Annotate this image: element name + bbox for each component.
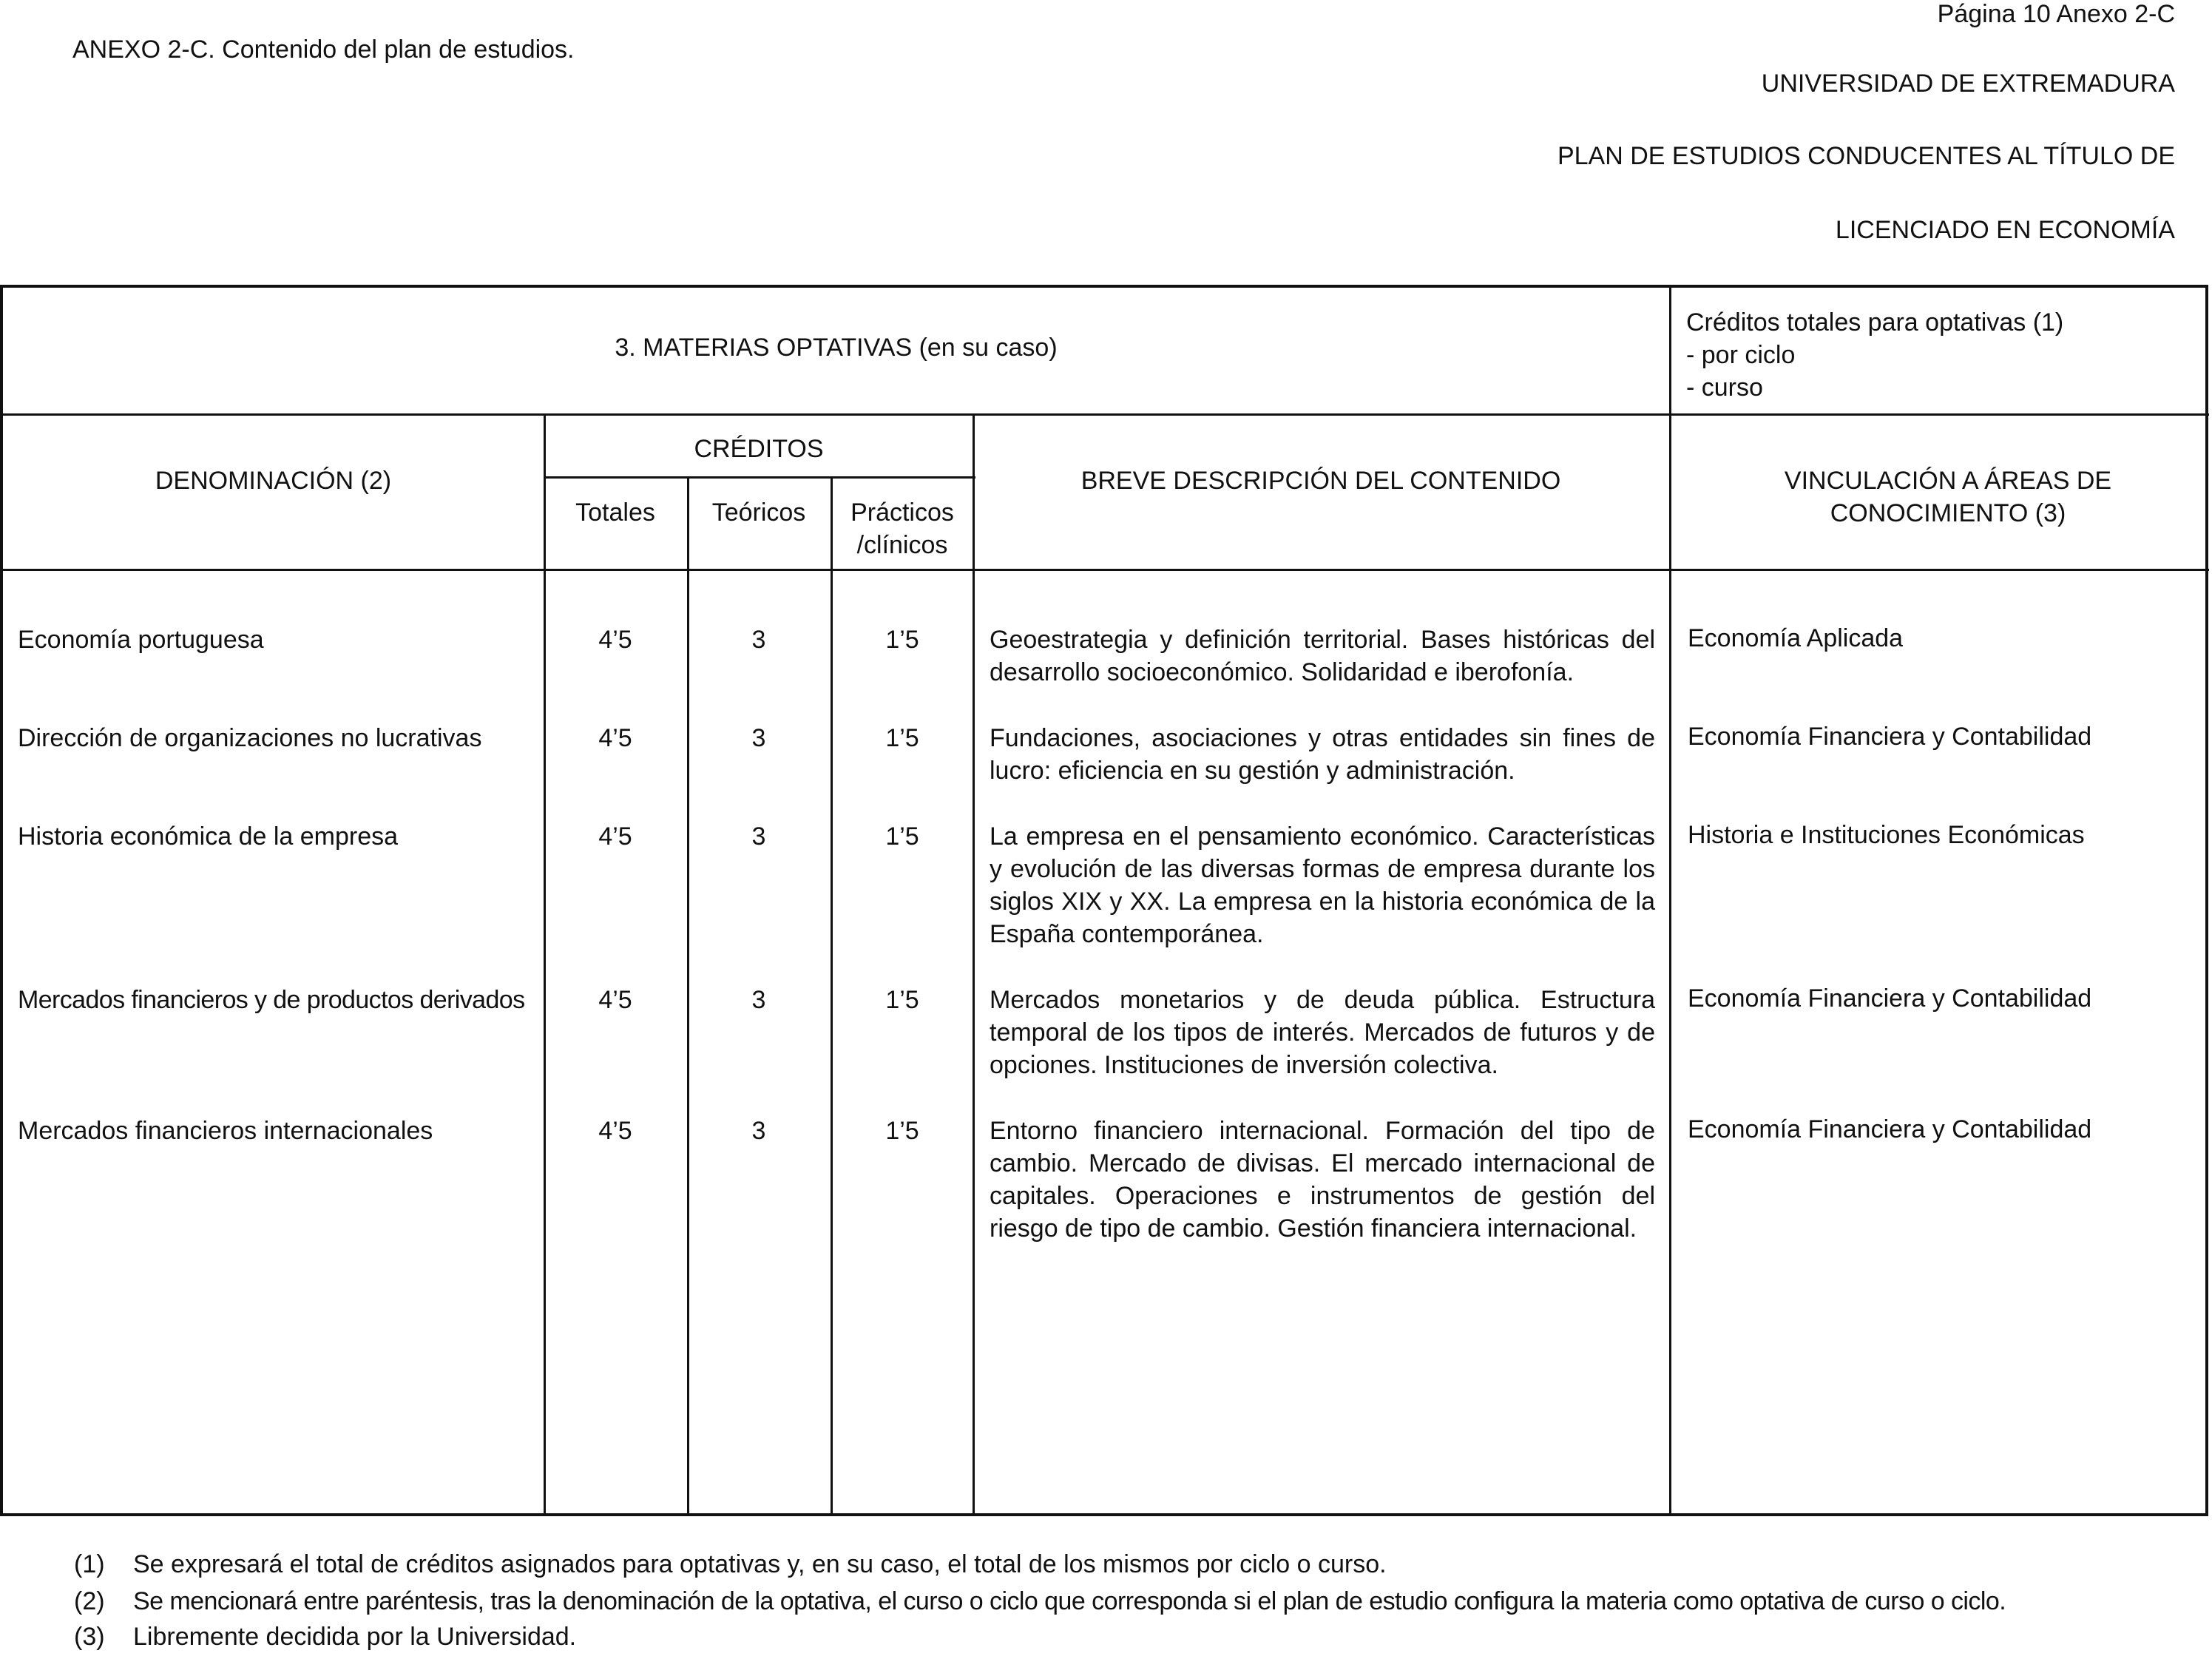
credits-total-note-line1: Créditos totales para optativas (1) bbox=[1686, 308, 2064, 337]
table-row-name: Mercados financieros y de productos derivados bbox=[18, 986, 525, 1014]
column-header-practicos-line2: /clínicos bbox=[856, 531, 948, 559]
table-rule bbox=[3, 413, 2209, 416]
table-row-teoricos: 3 bbox=[751, 986, 766, 1014]
table-row-name: Mercados financieros internacionales bbox=[18, 1117, 433, 1145]
table-rule bbox=[973, 413, 975, 1516]
table-row-name: Historia económica de la empresa bbox=[18, 822, 399, 851]
column-header-practicos-line1: Prácticos bbox=[850, 499, 954, 527]
table-row-area: Economía Aplicada bbox=[1688, 624, 1904, 652]
table-row-practicos: 1’5 bbox=[885, 986, 919, 1014]
table-row-practicos: 1’5 bbox=[885, 626, 919, 654]
column-header-totales: Totales bbox=[575, 499, 655, 527]
university-name: UNIVERSIDAD DE EXTREMADURA bbox=[1761, 70, 2175, 98]
credits-total-note-line2: - por ciclo bbox=[1686, 341, 1796, 369]
plan-title-line2: LICENCIADO EN ECONOMÍA bbox=[1835, 216, 2175, 244]
table-rule bbox=[3, 569, 2209, 571]
footnote-number: (3) bbox=[74, 1623, 105, 1651]
column-header-teoricos: Teóricos bbox=[711, 499, 806, 527]
table-row-description: Geoestrategia y definición territorial. Bases históricas del desarrollo socioeconómico. Solidaridad e iberofonía. bbox=[990, 626, 1655, 686]
table-row-totales: 4’5 bbox=[598, 626, 632, 654]
footnote-text: Se expresará el total de créditos asignados para optativas y, en su caso, el total de los mismos por ciclo o curso. bbox=[133, 1550, 1387, 1578]
table-rule bbox=[1669, 288, 1671, 1516]
table-row-practicos: 1’5 bbox=[885, 822, 919, 851]
footnote-text: Se mencionará entre paréntesis, tras la denominación de la optativa, el curso o ciclo que corresponda si el plan de estudio configura la materia como optativa de curso o ciclo. bbox=[133, 1587, 2006, 1615]
section-title: 3. MATERIAS OPTATIVAS (en su caso) bbox=[615, 334, 1058, 362]
table-row-teoricos: 3 bbox=[751, 822, 766, 851]
footnote-number: (2) bbox=[74, 1587, 105, 1615]
table-row-totales: 4’5 bbox=[598, 724, 632, 752]
table-row-totales: 4’5 bbox=[598, 986, 632, 1014]
column-header-vinculacion: VINCULACIÓN A ÁREAS DE CONOCIMIENTO (3) bbox=[1784, 467, 2112, 527]
table-row-description: La empresa en el pensamiento económico. Características y evolución de las diversas formas de empresa durante los siglos XIX y XX. La empresa en la historia económica de la España contemporánea. bbox=[990, 822, 1655, 948]
table-row-area: Economía Financiera y Contabilidad bbox=[1688, 1115, 2092, 1143]
table-rule bbox=[545, 476, 975, 479]
plan-title-line1: PLAN DE ESTUDIOS CONDUCENTES AL TÍTULO DE bbox=[1557, 142, 2175, 170]
table-row-practicos: 1’5 bbox=[885, 1117, 919, 1145]
table-row-area: Economía Financiera y Contabilidad bbox=[1688, 984, 2092, 1013]
table-row-teoricos: 3 bbox=[751, 724, 766, 752]
table-row-name: Dirección de organizaciones no lucrativas bbox=[18, 724, 482, 752]
table-row-teoricos: 3 bbox=[751, 626, 766, 654]
table-row-area: Historia e Instituciones Económicas bbox=[1688, 821, 2085, 849]
table-row-totales: 4’5 bbox=[598, 822, 632, 851]
credits-total-note-line3: - curso bbox=[1686, 374, 1763, 402]
table-row-description: Mercados monetarios y de deuda pública. Estructura temporal de los tipos de interés. Mercados de futuros y de opciones. Instituciones de inversión colectiva. bbox=[990, 986, 1655, 1079]
column-header-denominacion: DENOMINACIÓN (2) bbox=[155, 467, 392, 495]
table-row-name: Economía portuguesa bbox=[18, 626, 264, 654]
annex-title: ANEXO 2-C. Contenido del plan de estudios. bbox=[72, 36, 575, 64]
footnote-text: Libremente decidida por la Universidad. bbox=[133, 1623, 577, 1651]
table-row-totales: 4’5 bbox=[598, 1117, 632, 1145]
footnote-number: (1) bbox=[74, 1550, 105, 1578]
table-row-practicos: 1’5 bbox=[885, 724, 919, 752]
page-reference: Página 10 Anexo 2-C bbox=[1937, 0, 2175, 28]
table-rule bbox=[544, 413, 546, 1516]
table-row-area: Economía Financiera y Contabilidad bbox=[1688, 723, 2092, 751]
table-row-teoricos: 3 bbox=[751, 1117, 766, 1145]
column-header-descripcion: BREVE DESCRIPCIÓN DEL CONTENIDO bbox=[1080, 467, 1561, 495]
table-row-description: Entorno financiero internacional. Formación del tipo de cambio. Mercado de divisas. El mercado internacional de capitales. Operaciones e instrumentos de gestión del riesgo de tipo de cambio. Gestión financiera internacional. bbox=[990, 1117, 1655, 1243]
table-row-description: Fundaciones, asociaciones y otras entidades sin fines de lucro: eficiencia en su gestión y administración. bbox=[990, 724, 1655, 785]
optional-subjects-table bbox=[0, 285, 2208, 1516]
column-header-creditos: CRÉDITOS bbox=[694, 435, 824, 463]
